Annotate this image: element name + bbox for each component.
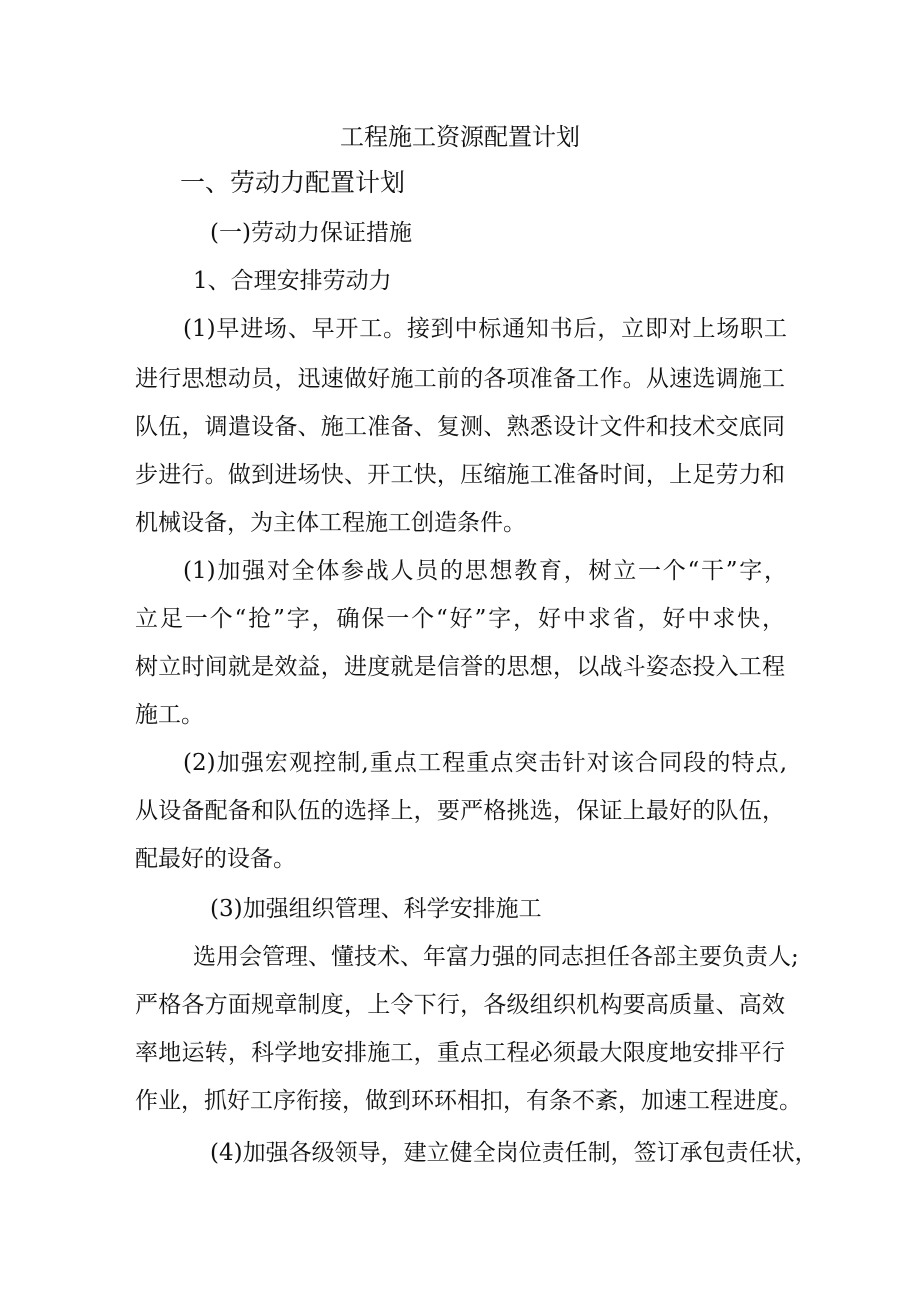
paragraph-line: 机械设备，为主体工程施工创造条件。 xyxy=(135,510,526,536)
document-title: 工程施工资源配置计划 xyxy=(340,123,580,151)
paragraph-line: 从设备配备和队伍的选择上，要严格挑选，保证上最好的队伍， xyxy=(135,798,785,824)
paragraph-line: (1)早进场、早开工。接到中标通知书后，立即对上场职工 xyxy=(183,316,787,342)
paragraph-line: 配最好的设备。 xyxy=(135,846,296,872)
paragraph-line: (1)加强对全体参战人员的思想教育，树立一个“干”字， xyxy=(183,558,787,584)
paragraph-line: (2)加强宏观控制,重点工程重点突击针对该合同段的特点, xyxy=(183,750,787,776)
paragraph-line: 树立时间就是效益，进度就是信誉的思想，以战斗姿态投入工程 xyxy=(135,654,785,680)
paragraph-line: 施工。 xyxy=(135,702,204,728)
subsection-heading: (一)劳动力保证措施 xyxy=(210,220,412,246)
paragraph-line: 率地运转，科学地安排施工，重点工程必须最大限度地安排平行 xyxy=(135,1040,785,1066)
paragraph-line: 立足一个“抢”字，确保一个“好”字，好中求省，好中求快， xyxy=(135,606,785,632)
paragraph-line: 作业，抓好工序衔接，做到环环相扣，有条不紊，加速工程进度。 xyxy=(135,1088,802,1114)
paragraph-line: 队伍，调遣设备、施工准备、复测、熟悉设计文件和技术交底同 xyxy=(135,414,785,440)
section-heading: 一、劳动力配置计划 xyxy=(180,168,406,197)
paragraph-line: 进行思想动员，迅速做好施工前的各项准备工作。从速选调施工 xyxy=(135,366,785,392)
paragraph-line: (4)加强各级领导，建立健全岗位责任制，签订承包责任状， xyxy=(210,1140,818,1166)
paragraph-line: 选用会管理、懂技术、年富力强的同志担任各部主要负责人; xyxy=(193,944,799,970)
paragraph-line: 严格各方面规章制度，上令下行，各级组织机构要高质量、高效 xyxy=(135,992,785,1018)
paragraph-heading: (3)加强组织管理、科学安排施工 xyxy=(210,896,542,922)
paragraph-line: 步进行。做到进场快、开工快，压缩施工准备时间，上足劳力和 xyxy=(135,462,785,488)
item-heading: 1、合理安排劳动力 xyxy=(193,268,392,294)
